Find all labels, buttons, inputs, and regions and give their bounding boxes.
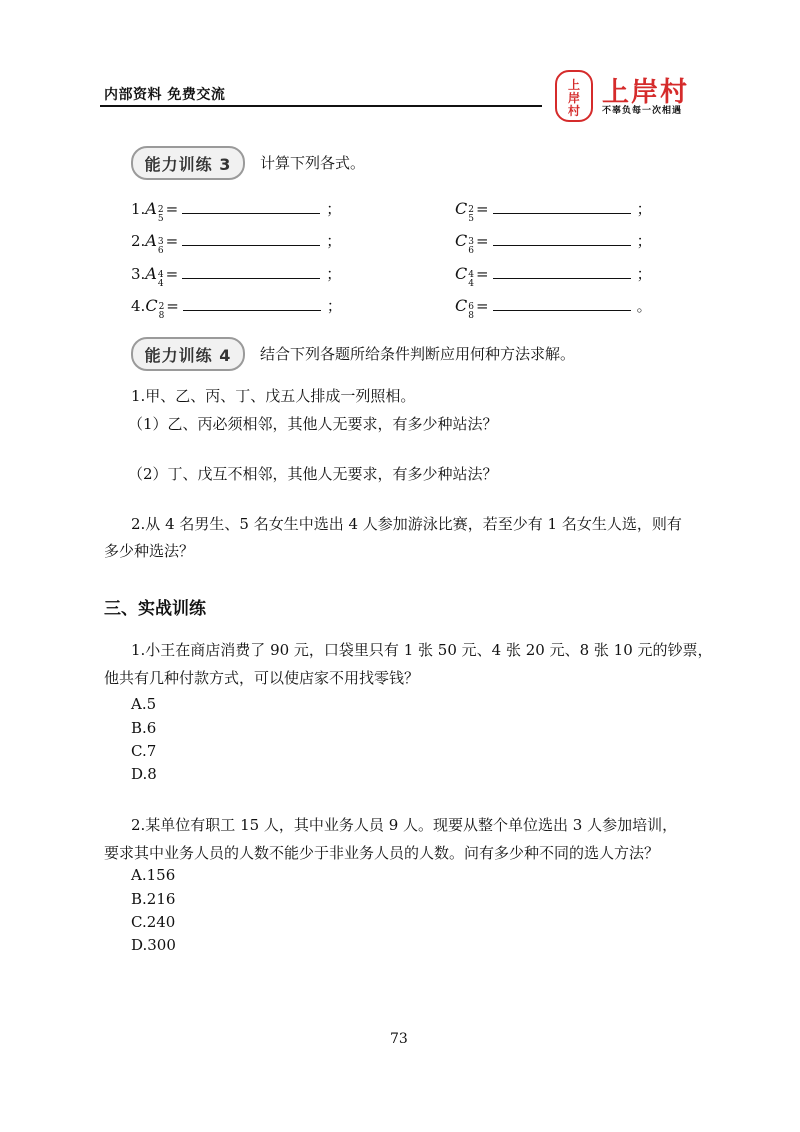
option-item: C.240 (131, 913, 176, 931)
formula-subscript: 6 (468, 246, 474, 256)
formula-number: 3. (131, 265, 146, 283)
formula-row (131, 263, 341, 291)
practice-question-1-line2: 他共有几种付款方式，可以使店家不用找零钱？ (104, 669, 420, 687)
option-item: D.8 (131, 765, 157, 783)
answer-blank[interactable] (182, 231, 320, 246)
exercise4-question-1b: （2）丁、戊互不相邻，其他人无要求，有多少种站法？ (128, 465, 498, 483)
option-item: C.7 (131, 742, 157, 760)
seal-char-1: 上 (567, 78, 581, 92)
logo-brand: 上岸村 (602, 77, 689, 108)
exercise4-badge: 能力训练 4 (131, 337, 245, 371)
option-item: D.300 (131, 936, 176, 954)
formula-scripts (468, 271, 474, 289)
formula-number: 2. (131, 232, 146, 250)
header-rule (100, 105, 542, 107)
answer-blank[interactable] (493, 296, 631, 311)
option-item: A.156 (131, 866, 176, 884)
answer-blank[interactable] (493, 264, 631, 279)
formula-row (455, 198, 652, 226)
formula-symbol: C (455, 296, 468, 315)
formula-subscript: 6 (157, 246, 164, 256)
formula-end-punct: ； (636, 200, 652, 218)
practice-question-2-line2: 要求其中业务人员的人数不能少于非业务人员的人数。问有多少种不同的选人方法？ (104, 844, 660, 862)
formula-end-punct: ； (326, 200, 342, 218)
formula-number: 1. (131, 200, 146, 218)
formula-superscript: 4 (468, 270, 474, 280)
answer-blank[interactable] (182, 264, 320, 279)
formula-superscript: 2 (157, 205, 164, 215)
equals-sign: = (165, 200, 179, 218)
exercise3-badge: 能力训练 3 (131, 146, 245, 180)
formula-subscript: 4 (157, 279, 164, 289)
answer-blank[interactable] (183, 296, 321, 311)
equals-sign: = (165, 232, 179, 250)
formula-symbol: A (145, 264, 157, 283)
equals-sign: = (166, 297, 179, 315)
formula-subscript: 5 (468, 214, 474, 224)
formula-end-punct: ； (326, 232, 342, 250)
equals-sign: = (165, 265, 179, 283)
formula-scripts (468, 206, 474, 224)
formula-subscript: 5 (157, 214, 164, 224)
formula-subscript: 4 (468, 279, 474, 289)
option-item: B.6 (131, 719, 157, 737)
formula-superscript: 2 (158, 302, 165, 312)
formula-row (131, 230, 341, 258)
formula-superscript: 3 (468, 237, 474, 247)
seal-char-3: 村 (567, 104, 581, 118)
page-number: 73 (390, 1031, 408, 1047)
exercise4-question-1: 1.甲、乙、丙、丁、戊五人排成一列照相。 (131, 387, 416, 405)
formula-symbol: C (455, 231, 468, 250)
answer-blank[interactable] (182, 199, 320, 214)
formula-row (455, 263, 652, 291)
header-title: 内部资料 免费交流 (104, 87, 226, 103)
formula-row (131, 295, 342, 323)
seal-glyph-icon (557, 72, 591, 120)
formula-end-punct: ； (636, 265, 652, 283)
exercise3-instruction: 计算下列各式。 (260, 154, 366, 172)
logo-slogan: 不辜负每一次相遇 (602, 106, 683, 116)
exercise4-question-1a: （1）乙、丙必须相邻，其他人无要求，有多少种站法？ (128, 415, 498, 433)
exercise4-question-2-line1: 2.从 4 名男生、5 名女生中选出 4 人参加游泳比赛，若至少有 1 名女生人选，则有 (131, 515, 682, 533)
practice-question-2-line1: 2.某单位有职工 15 人，其中业务人员 9 人。现要从整个单位选出 3 人参加培训， (131, 816, 678, 834)
formula-scripts (158, 271, 164, 289)
formula-subscript: 8 (158, 311, 165, 321)
formula-scripts (468, 303, 474, 321)
formula-superscript: 4 (157, 270, 164, 280)
equals-sign: = (475, 200, 489, 218)
exercise4-question-2-line2: 多少种选法？ (104, 542, 195, 560)
formula-end-punct: ； (326, 265, 342, 283)
logo-seal (555, 70, 593, 122)
option-item: A.5 (131, 695, 157, 713)
formula-superscript: 2 (468, 205, 474, 215)
formula-superscript: 3 (157, 237, 164, 247)
formula-end-punct: ； (636, 232, 652, 250)
formula-subscript: 8 (468, 311, 474, 321)
formula-number: 4. (131, 297, 146, 315)
formula-scripts (468, 238, 474, 256)
section-title: 三、实战训练 (104, 599, 206, 619)
answer-blank[interactable] (493, 231, 631, 246)
formula-end-punct: ； (326, 297, 342, 315)
formula-scripts (158, 206, 164, 224)
equals-sign: = (475, 297, 489, 315)
equals-sign: = (475, 265, 489, 283)
formula-symbol: C (455, 264, 468, 283)
practice-question-1-line1: 1.小王在商店消费了 90 元，口袋里只有 1 张 50 元、4 张 20 元、8 张 10 元的钞票， (131, 641, 713, 659)
formula-symbol: C (145, 296, 158, 315)
formula-row (455, 295, 652, 323)
formula-scripts (158, 238, 164, 256)
seal-char-2: 岸 (567, 91, 581, 105)
option-item: B.216 (131, 890, 176, 908)
equals-sign: = (475, 232, 489, 250)
formula-symbol: A (145, 199, 157, 218)
answer-blank[interactable] (493, 199, 631, 214)
formula-superscript: 6 (468, 302, 474, 312)
formula-symbol: C (455, 199, 468, 218)
formula-row (131, 198, 341, 226)
formula-symbol: A (145, 231, 157, 250)
formula-scripts (159, 303, 165, 321)
formula-row (455, 230, 652, 258)
formula-end-punct: 。 (636, 297, 652, 315)
exercise4-instruction: 结合下列各题所给条件判断应用何种方法求解。 (260, 345, 576, 363)
